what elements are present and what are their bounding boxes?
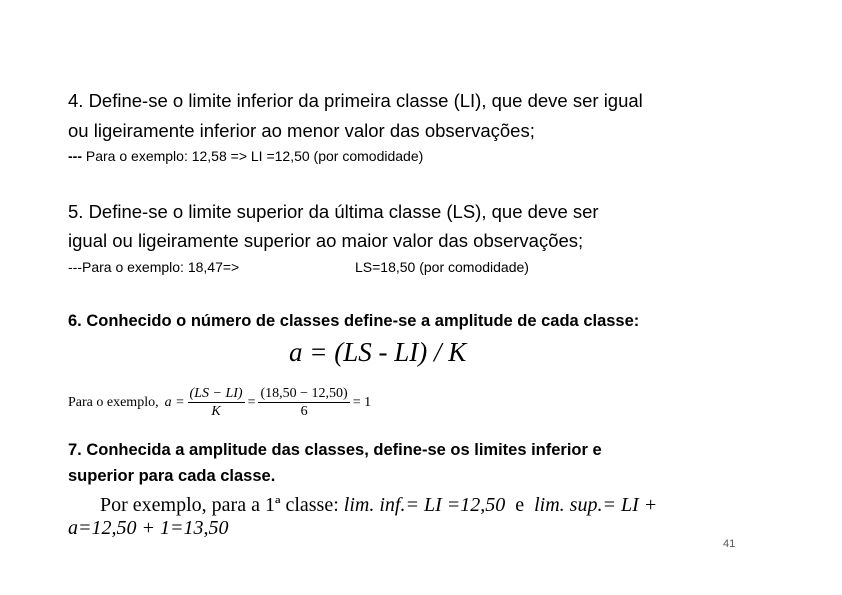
sec7-example-lim-sup: lim. sup.= LI + — [534, 494, 658, 516]
sec6-heading: 6. Conhecido o número de classes define-se a amplitude de cada classe: — [68, 312, 640, 330]
fraction-numeric-denominator: 6 — [300, 404, 308, 420]
fraction-numeric — [258, 386, 349, 420]
sec4-note — [68, 148, 423, 164]
sec7-line2: superior para cada classe. — [68, 467, 276, 485]
sec4-note-prefix: --- — [68, 148, 82, 164]
example-prefix: Para o exemplo, — [68, 394, 159, 410]
sec7-example-lim-inf: lim. inf.= LI =12,50 — [343, 494, 506, 516]
amplitude-example — [68, 386, 371, 420]
example-equals: = — [247, 394, 256, 410]
sec7-example-line2: a=12,50 + 1=13,50 — [68, 517, 229, 539]
fraction-symbolic-numerator: (LS − LI) — [188, 386, 245, 403]
sec5-note-right: LS=18,50 (por comodidade) — [355, 259, 529, 275]
amplitude-formula: a = (LS - LI) / K — [289, 337, 467, 367]
sec4-note-text: Para o exemplo: 12,58 => LI =12,50 (por comodidade) — [82, 148, 424, 164]
fraction-symbolic — [188, 386, 245, 420]
example-a: a = — [164, 394, 185, 410]
sec7-example-line1 — [100, 493, 657, 517]
sec5-line2: igual ou ligeiramente superior ao maior valor das observações; — [68, 230, 584, 251]
sec5-note-left: ---Para o exemplo: 18,47=> — [68, 259, 240, 275]
sec7-line1: 7. Conhecida a amplitude das classes, define-se os limites inferior e — [68, 441, 602, 459]
sec7-example-normal: Por exemplo, para a 1ª classe: — [100, 494, 344, 516]
fraction-symbolic-denominator: K — [211, 404, 221, 420]
fraction-numeric-numerator: (18,50 − 12,50) — [258, 386, 349, 403]
example-result: = 1 — [352, 394, 372, 410]
sec5-line1: 5. Define-se o limite superior da última classe (LS), que deve ser — [68, 201, 599, 222]
sec4-line1: 4. Define-se o limite inferior da primeira classe (LI), que deve ser igual — [68, 90, 643, 111]
sec7-example-and: e — [505, 494, 535, 516]
sec4-line2: ou ligeiramente inferior ao menor valor das observações; — [68, 120, 535, 141]
page-number: 41 — [723, 538, 736, 550]
